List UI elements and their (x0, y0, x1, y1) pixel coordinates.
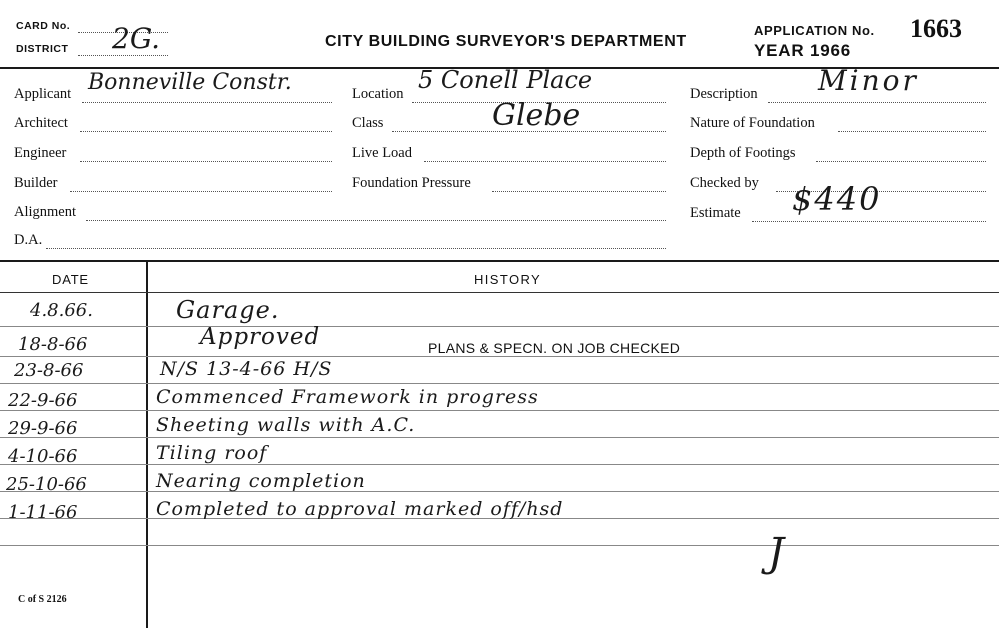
history-entry: Completed to approval marked off/hsd (156, 498, 564, 520)
description-label: Description (690, 86, 758, 102)
ruled-line (0, 491, 999, 492)
ruled-line (0, 326, 999, 327)
ruled-line (0, 410, 999, 411)
ruled-line (0, 356, 999, 357)
history-entry: Tiling roof (156, 442, 268, 464)
architect-line (80, 131, 332, 132)
history-date: 22-9-66 (8, 390, 78, 411)
builder-line (70, 191, 332, 192)
foundation-pressure-label: Foundation Pressure (352, 175, 471, 191)
estimate-value: $440 (792, 180, 882, 218)
history-header-rule (0, 292, 999, 293)
architect-label: Architect (14, 115, 68, 131)
history-column-header: HISTORY (474, 272, 542, 287)
checked-by-label: Checked by (690, 175, 759, 191)
location-label: Location (352, 86, 404, 102)
plans-checked-stamp: PLANS & SPECN. ON JOB CHECKED (428, 340, 681, 356)
year-label: YEAR 1966 (754, 41, 851, 60)
ruled-line (0, 545, 999, 546)
location-value: 5 Conell Place (418, 66, 593, 94)
application-number: 1663 (910, 14, 962, 43)
estimate-label: Estimate (690, 205, 741, 221)
applicant-value: Bonneville Constr. (88, 70, 292, 95)
card-no-label: CARD No. (16, 20, 71, 32)
history-date: 25-10-66 (6, 474, 87, 495)
da-label: D.A. (14, 232, 43, 248)
application-label: APPLICATION No. (754, 23, 875, 38)
applicant-line (82, 102, 332, 103)
nature-of-foundation-label: Nature of Foundation (690, 115, 815, 131)
history-date: 4-10-66 (8, 446, 78, 467)
form-code: C of S 2126 (18, 594, 67, 605)
engineer-line (80, 161, 332, 162)
engineer-label: Engineer (14, 145, 67, 161)
da-line (46, 248, 666, 249)
history-date: 1-11-66 (8, 502, 78, 523)
history-entry: Nearing completion (156, 470, 366, 492)
applicant-label: Applicant (14, 86, 72, 102)
ruled-line (0, 383, 999, 384)
ruled-line (0, 437, 999, 438)
history-entry: Sheeting walls with A.C. (156, 414, 416, 436)
nature-of-foundation-line (838, 131, 986, 132)
alignment-line (86, 220, 666, 221)
alignment-label: Alignment (14, 204, 77, 220)
history-entry: N/S 13-4-66 H/S (160, 358, 333, 380)
history-date: 4.8.66. (30, 300, 93, 321)
ruled-line (0, 464, 999, 465)
date-column-divider (146, 262, 148, 628)
department-title: CITY BUILDING SURVEYOR'S DEPARTMENT (325, 33, 687, 50)
depth-of-footings-label: Depth of Footings (690, 145, 796, 161)
history-date: 29-9-66 (8, 418, 78, 439)
depth-of-footings-line (816, 161, 986, 162)
history-date: 18-8-66 (18, 334, 88, 355)
district-label: DISTRICT (16, 43, 69, 55)
history-date: 23-8-66 (14, 360, 84, 381)
signature-initial: J (768, 530, 785, 576)
district-line (78, 55, 168, 56)
class-value: Glebe (492, 98, 581, 133)
history-entry: Commenced Framework in progress (156, 386, 539, 408)
builder-label: Builder (14, 175, 58, 191)
estimate-line (752, 221, 986, 222)
foundation-pressure-line (492, 191, 666, 192)
date-column-header: DATE (52, 272, 89, 287)
class-label: Class (352, 115, 384, 131)
history-top-rule (0, 260, 999, 262)
live-load-line (424, 161, 666, 162)
history-entry: Garage. (176, 296, 280, 324)
live-load-label: Live Load (352, 145, 412, 161)
district-value: 2G. (112, 22, 161, 55)
history-entry: Approved (200, 324, 321, 350)
description-line (768, 102, 986, 103)
description-value: Minor (818, 64, 919, 97)
